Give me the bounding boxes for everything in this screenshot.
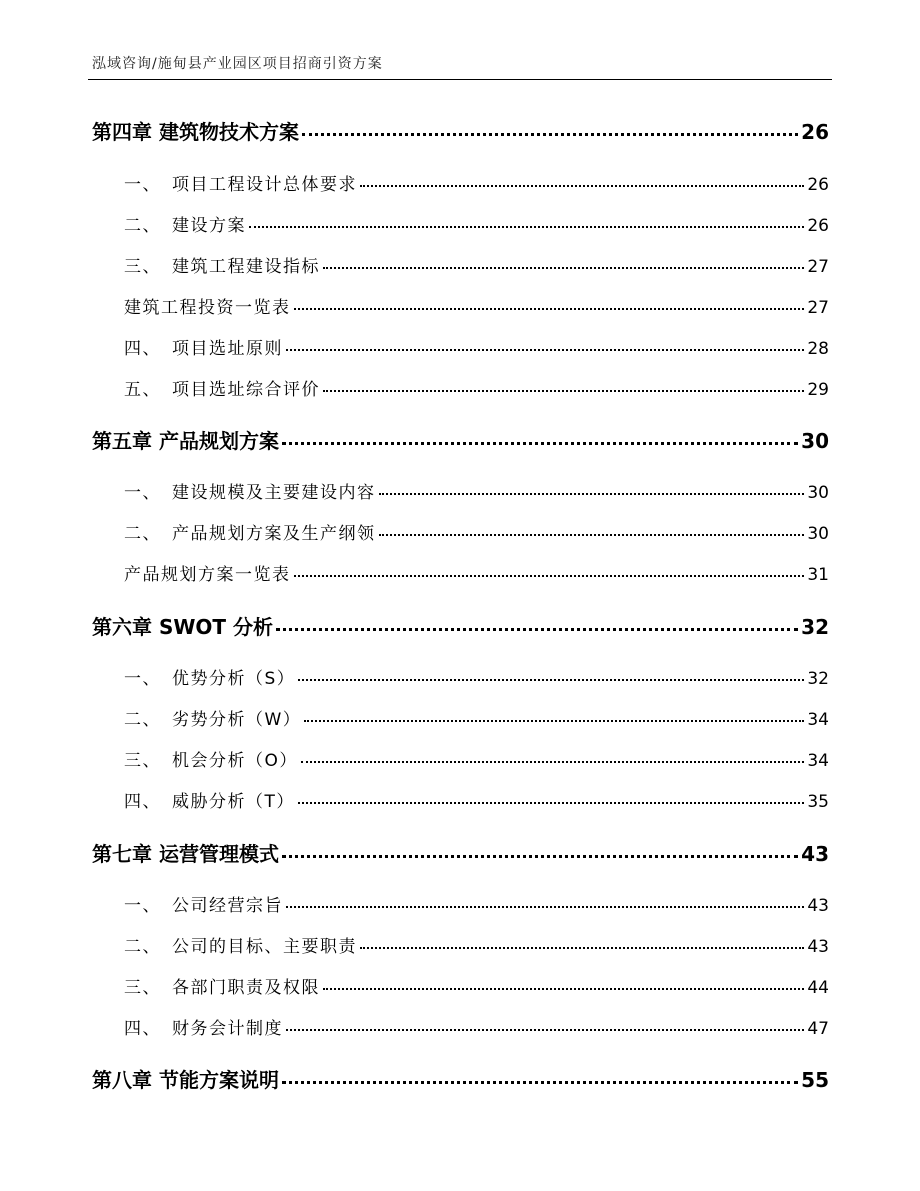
toc-chapter-row[interactable] [92,611,829,651]
toc-page-number: 47 [807,1019,829,1039]
dot-leader [360,185,804,187]
toc-entry-number: 二、 [124,524,161,544]
dot-leader [298,679,804,681]
dot-leader [302,133,798,136]
toc-page-number: 44 [807,978,829,998]
toc-page-number: 43 [801,842,829,866]
dot-leader [360,947,804,949]
toc-chapter-row[interactable] [92,425,829,465]
toc-entry-label [124,891,283,916]
dot-leader [286,349,804,351]
toc-chapter-row[interactable] [92,838,829,878]
toc-entry-label [124,519,376,544]
toc-entry-title: 建设方案 [172,216,246,236]
toc-entry-label [124,334,283,359]
toc-section-row[interactable] [124,932,829,962]
toc-entry-label [124,560,291,585]
toc-entry-label [124,478,376,503]
toc-entry-label [124,932,357,957]
toc-section-row[interactable] [124,1014,829,1044]
toc-entry-number: 四、 [124,1019,161,1039]
toc-section-row[interactable] [124,560,829,590]
dot-leader [379,534,805,536]
dot-leader [323,988,804,990]
dot-leader [294,575,805,577]
toc-entry-title: 财务会计制度 [172,1019,283,1039]
toc-page-number: 34 [807,710,829,730]
toc-entry-number: 二、 [124,216,161,236]
toc-entry-label [92,1064,279,1093]
dot-leader [286,1029,804,1031]
dot-leader [294,308,805,310]
toc-entry-title: 第七章 运营管理模式 [92,842,279,866]
toc-page-number: 27 [807,257,829,277]
toc-section-row[interactable] [124,705,829,735]
header-rule [88,79,832,80]
toc-page-number: 26 [801,120,829,144]
toc-section-row[interactable] [124,478,829,508]
toc-entry-label [92,116,299,145]
toc-section-row[interactable] [124,170,829,200]
toc-page-number: 26 [807,175,829,195]
toc-page-number: 34 [807,751,829,771]
toc-entry-label [124,705,301,730]
toc-entry-number: 三、 [124,257,161,277]
toc-entry-label [124,973,320,998]
toc-entry-number: 四、 [124,792,161,812]
toc-section-row[interactable] [124,375,829,405]
toc-entry-label [124,252,320,277]
toc-entry-label [124,787,295,812]
toc-page-number: 27 [807,298,829,318]
toc-entry-label [124,1014,283,1039]
running-header: 泓域咨询/施甸县产业园区项目招商引资方案 [92,56,383,72]
toc-entry-label [124,211,246,236]
dot-leader [301,761,804,763]
toc-chapter-row[interactable] [92,1064,829,1104]
toc-entry-title: 各部门职责及权限 [172,978,320,998]
toc-section-row[interactable] [124,334,829,364]
toc-entry-title: 公司经营宗旨 [172,896,283,916]
toc-page-number: 43 [807,937,829,957]
toc-entry-number: 四、 [124,339,161,359]
toc-entry-label [124,293,291,318]
toc-entry-title: 建筑工程建设指标 [172,257,320,277]
toc-entry-label [92,838,279,867]
toc-page-number: 43 [807,896,829,916]
toc-page-number: 30 [807,483,829,503]
toc-entry-title: 产品规划方案一览表 [124,565,291,585]
toc-entry-number: 五、 [124,380,161,400]
toc-entry-title: 建设规模及主要建设内容 [172,483,376,503]
toc-entry-number: 一、 [124,669,161,689]
toc-section-row[interactable] [124,252,829,282]
toc-entry-title: 第八章 节能方案说明 [92,1068,279,1092]
toc-entry-number: 一、 [124,896,161,916]
dot-leader [282,442,798,445]
toc-page-number: 26 [807,216,829,236]
toc-section-row[interactable] [124,293,829,323]
toc-entry-label [124,664,295,689]
toc-entry-number: 二、 [124,710,161,730]
toc-page-number: 35 [807,792,829,812]
toc-section-row[interactable] [124,787,829,817]
toc-entry-title: 建筑工程投资一览表 [124,298,291,318]
toc-section-row[interactable] [124,891,829,921]
toc-entry-number: 一、 [124,483,161,503]
toc-entry-title: 项目选址原则 [172,339,283,359]
toc-page-number: 32 [807,669,829,689]
toc-section-row[interactable] [124,211,829,241]
dot-leader [286,906,804,908]
toc-entry-label [92,425,279,454]
dot-leader [379,493,805,495]
toc-section-row[interactable] [124,973,829,1003]
toc-page-number: 29 [807,380,829,400]
toc-page-number: 32 [801,615,829,639]
toc-page-number: 55 [801,1068,829,1092]
dot-leader [282,1081,798,1084]
toc-entry-title: 威胁分析（T） [172,792,295,812]
toc-entry-title: 第六章 SWOT 分析 [92,615,274,639]
dot-leader [323,267,804,269]
toc-chapter-row[interactable] [92,116,829,156]
toc-entry-title: 劣势分析（W） [172,710,302,730]
toc-entry-title: 优势分析（S） [172,669,296,689]
toc-entry-label [124,746,298,771]
toc-entry-title: 公司的目标、主要职责 [172,937,357,957]
toc-section-row[interactable] [124,746,829,776]
toc-page-number: 30 [807,524,829,544]
toc-entry-title: 产品规划方案及生产纲领 [172,524,376,544]
dot-leader [282,855,798,858]
toc-entry-title: 项目工程设计总体要求 [172,175,357,195]
dot-leader [323,390,804,392]
toc-entry-label [124,375,320,400]
toc-entry-number: 三、 [124,978,161,998]
dot-leader [276,628,798,631]
toc-section-row[interactable] [124,519,829,549]
toc-entry-title: 第四章 建筑物技术方案 [92,120,299,144]
dot-leader [304,720,804,722]
toc-entry-number: 三、 [124,751,161,771]
toc-entry-title: 第五章 产品规划方案 [92,429,279,453]
toc-page-number: 28 [807,339,829,359]
toc-page-number: 30 [801,429,829,453]
toc-entry-title: 项目选址综合评价 [172,380,320,400]
toc-entry-number: 二、 [124,937,161,957]
dot-leader [298,802,804,804]
toc-section-row[interactable] [124,664,829,694]
toc-entry-label [92,611,273,640]
toc-entry-label [124,170,357,195]
toc-entry-title: 机会分析（O） [172,751,298,771]
toc-page-number: 31 [807,565,829,585]
toc-entry-number: 一、 [124,175,161,195]
dot-leader [249,226,804,228]
